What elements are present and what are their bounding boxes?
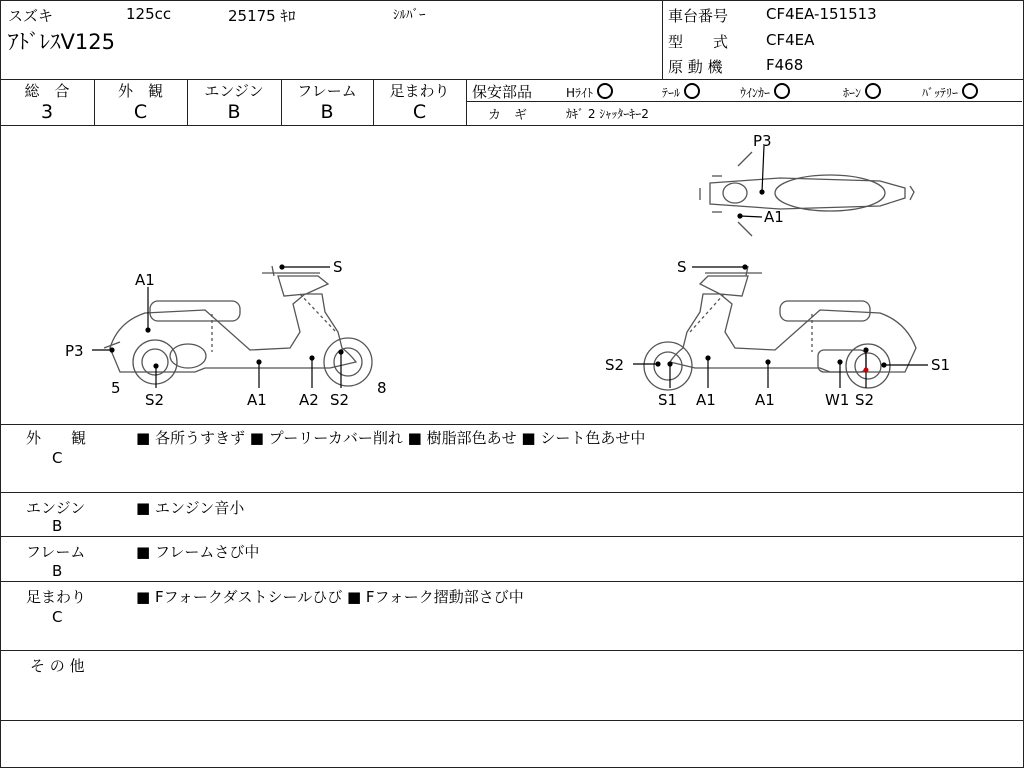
engine-grade: B xyxy=(227,101,241,123)
diagram-label: S1 xyxy=(931,356,951,374)
diagram-label: P3 xyxy=(65,342,84,360)
comment-grade-exterior: C xyxy=(52,449,63,467)
frame-grade-label: フレーム xyxy=(297,82,357,100)
divider xyxy=(0,536,1024,537)
exterior-label: 外 観 xyxy=(117,82,163,100)
comment-label-exterior: 外 観 xyxy=(26,429,87,447)
diagram-label: S1 xyxy=(658,391,678,409)
ok-circle-icon xyxy=(597,83,613,99)
frame-grade: B xyxy=(320,101,334,123)
comment-label-other: そ の 他 xyxy=(30,657,85,675)
comment-text-exterior: ■ 各所うすきず ■ プーリーカバー削れ ■ 樹脂部色あせ ■ シート色あせ中 xyxy=(136,429,646,447)
ok-circle-icon xyxy=(865,83,881,99)
comment-label-suspension: 足まわり xyxy=(26,588,87,606)
divider xyxy=(0,650,1024,651)
comment-text-suspension: ■ Fフォークダストシールひび ■ Fフォーク摺動部さび中 xyxy=(136,588,524,606)
engine-value: F468 xyxy=(766,56,804,74)
divider xyxy=(0,581,1024,582)
scooter-diagram xyxy=(0,126,1024,424)
diagram-label: P3 xyxy=(753,132,772,150)
scooter-top-view xyxy=(700,152,914,236)
key-label: カ ギ xyxy=(488,108,528,123)
suspension-grade: C xyxy=(412,101,427,123)
diagram-label: A2 xyxy=(299,391,319,409)
maker: スズキ xyxy=(8,7,54,25)
type-label: 型 式 xyxy=(668,33,729,51)
diagram-label: S xyxy=(333,258,343,276)
ok-circle-icon xyxy=(684,83,700,99)
type-value: CF4EA xyxy=(766,31,815,49)
comment-label-engine: エンジン xyxy=(26,499,86,517)
divider xyxy=(466,79,467,125)
engine-grade-label: エンジン xyxy=(204,82,264,100)
safety-item-tail: ﾃｰﾙ xyxy=(662,83,700,101)
diagram-label: S2 xyxy=(330,391,350,409)
comment-grade-frame: B xyxy=(52,562,63,580)
diagram-label: A1 xyxy=(247,391,267,409)
comment-grade-suspension: C xyxy=(52,608,63,626)
model-name: ｱﾄﾞﾚｽV125 xyxy=(8,30,115,54)
exterior-grade: C xyxy=(133,101,148,123)
safety-item-battery: ﾊﾞｯﾃﾘｰ xyxy=(922,83,978,101)
divider xyxy=(0,492,1024,493)
suspension-grade-label: 足まわり xyxy=(389,82,450,100)
color: ｼﾙﾊﾞｰ xyxy=(393,8,426,23)
mileage: 25175 ｷﾛ xyxy=(228,7,296,25)
frame-no-label: 車台番号 xyxy=(668,7,729,25)
ok-circle-icon xyxy=(962,83,978,99)
safety-item-winker: ｳｲﾝｶｰ xyxy=(740,83,790,101)
comment-label-frame: フレーム xyxy=(26,543,86,561)
safety-item-headlight: Hﾗｲﾄ xyxy=(566,83,613,101)
key-value: ｶｷﾞ 2 ｼｬｯﾀｰｷｰ2 xyxy=(566,107,649,121)
engine-label: 原 動 機 xyxy=(668,58,723,76)
divider xyxy=(662,0,663,79)
diagram-label: A1 xyxy=(755,391,775,409)
diagram-label: A1 xyxy=(135,271,155,289)
total-grade: 3 xyxy=(40,101,54,123)
comment-text-engine: ■ エンジン音小 xyxy=(136,499,245,517)
comment-grade-engine: B xyxy=(52,517,63,535)
diagram-label: S xyxy=(677,258,687,276)
divider xyxy=(466,101,1022,102)
displacement: 125cc xyxy=(126,5,172,23)
diagram-label: S2 xyxy=(605,356,625,374)
divider xyxy=(0,720,1024,721)
diagram-label: 5 xyxy=(111,379,121,397)
diagram-label: A1 xyxy=(764,208,784,226)
total-label: 総 合 xyxy=(24,82,70,100)
diagram-label: A1 xyxy=(696,391,716,409)
diagram-label: 8 xyxy=(377,379,387,397)
scooter-side-right xyxy=(644,266,916,390)
diagram-label: S2 xyxy=(855,391,875,409)
divider xyxy=(0,424,1024,425)
safety-item-horn: ﾎｰﾝ xyxy=(843,83,881,101)
comment-text-frame: ■ フレームさび中 xyxy=(136,543,260,561)
frame-no: CF4EA-151513 xyxy=(766,5,877,23)
ok-circle-icon xyxy=(774,83,790,99)
safety-label: 保安部品 xyxy=(472,83,533,101)
diagram-label: W1 xyxy=(825,391,850,409)
diagram-label: S2 xyxy=(145,391,165,409)
